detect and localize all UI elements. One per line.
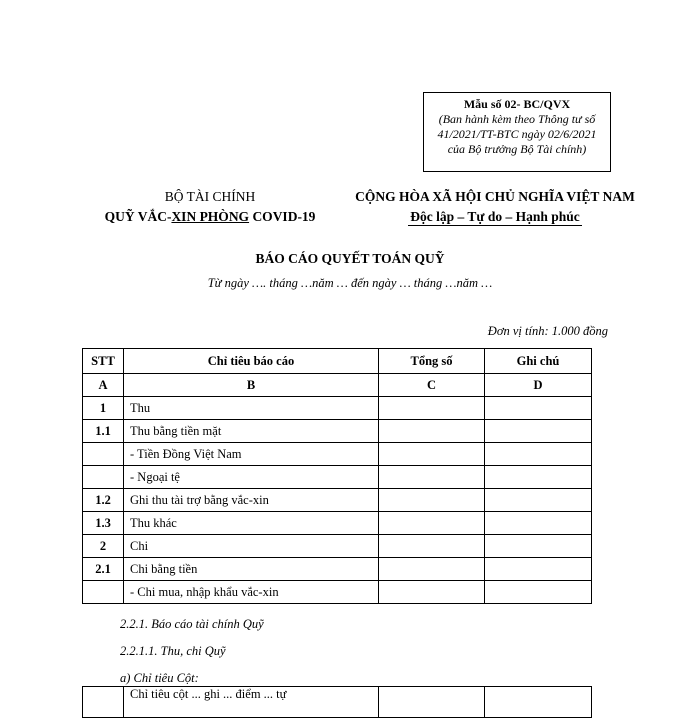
row-label: - Tiền Đồng Việt Nam — [124, 443, 379, 466]
row-total — [379, 558, 485, 581]
table-row — [83, 420, 592, 443]
row-stt: 2.1 — [83, 558, 124, 581]
row-label: Thu bằng tiền mặt — [124, 420, 379, 443]
row-stt — [83, 466, 124, 489]
section-heading-revenue-expense: 2.2.1.1. Thu, chi Quỹ — [120, 644, 226, 658]
lower-cell — [485, 687, 592, 718]
row-note — [485, 466, 592, 489]
row-total — [379, 535, 485, 558]
row-total — [379, 443, 485, 466]
table-row — [83, 581, 592, 604]
report-table — [82, 348, 592, 604]
fund-name-suffix: COVID-19 — [249, 209, 316, 224]
table-header-row — [83, 349, 592, 374]
row-total — [379, 466, 485, 489]
column-code: A — [83, 374, 124, 397]
table-row — [83, 512, 592, 535]
row-stt: 2 — [83, 535, 124, 558]
column-code: B — [124, 374, 379, 397]
table-row — [83, 489, 592, 512]
lower-table-fragment — [82, 686, 592, 718]
column-code: D — [485, 374, 592, 397]
report-period: Từ ngày …. tháng …năm … đến ngày … tháng …năm … — [207, 276, 493, 290]
ministry-name: BỘ TÀI CHÍNH — [164, 189, 256, 204]
row-note — [485, 420, 592, 443]
row-note — [485, 443, 592, 466]
report-title: BÁO CÁO QUYẾT TOÁN QUỸ — [255, 251, 445, 266]
row-stt: 1.1 — [83, 420, 124, 443]
row-total — [379, 397, 485, 420]
fund-name-underlined: XIN PHÒNG — [171, 209, 250, 224]
row-total — [379, 489, 485, 512]
row-label: Thu — [124, 397, 379, 420]
column-code: C — [379, 374, 485, 397]
column-header-total: Tổng số — [379, 349, 485, 374]
row-label: - Chi mua, nhập khẩu vắc-xin — [124, 581, 379, 604]
row-label: Ghi thu tài trợ bằng vắc-xin — [124, 489, 379, 512]
lower-cell-text: Chỉ tiêu cột ... ghi ... điểm ... tự — [124, 687, 379, 718]
row-label: Chi bằng tiền — [124, 558, 379, 581]
table-row — [83, 397, 592, 420]
form-code: Mẫu số 02- BC/QVX — [463, 97, 571, 111]
row-note — [485, 397, 592, 420]
row-total — [379, 420, 485, 443]
table-row — [83, 443, 592, 466]
column-code-row — [83, 374, 592, 397]
national-motto-text: Độc lập – Tự do – Hạnh phúc — [410, 209, 580, 224]
row-note — [485, 558, 592, 581]
column-header-indicator: Chỉ tiêu báo cáo — [124, 349, 379, 374]
row-total — [379, 512, 485, 535]
form-issuance-note: (Ban hành kèm theo Thông tư số 41/2021/TT-BTC ngày 02/6/2021 của Bộ trưởng Bộ Tài chính) — [437, 112, 597, 156]
table-row — [83, 535, 592, 558]
section-heading-column-indicator: a) Chỉ tiêu Cột: — [120, 671, 199, 685]
row-stt — [83, 581, 124, 604]
row-note — [485, 535, 592, 558]
form-code-box — [423, 92, 611, 172]
column-header-note: Ghi chú — [485, 349, 592, 374]
country-name: CỘNG HÒA XÃ HỘI CHỦ NGHĨA VIỆT NAM — [355, 189, 635, 204]
row-label: - Ngoại tệ — [124, 466, 379, 489]
lower-cell — [83, 687, 124, 718]
row-stt: 1 — [83, 397, 124, 420]
row-label: Thu khác — [124, 512, 379, 535]
row-total — [379, 581, 485, 604]
fund-name-prefix: QUỸ VẮC- — [104, 209, 172, 224]
row-stt: 1.2 — [83, 489, 124, 512]
table-row — [83, 558, 592, 581]
row-note — [485, 512, 592, 535]
row-note — [485, 489, 592, 512]
national-motto — [350, 207, 640, 226]
table-row — [83, 687, 592, 718]
unit-label: Đơn vị tính: 1.000 đồng — [487, 324, 608, 338]
row-note — [485, 581, 592, 604]
row-label: Chi — [124, 535, 379, 558]
row-stt — [83, 443, 124, 466]
column-header-stt: STT — [83, 349, 124, 374]
section-heading-financial-report: 2.2.1. Báo cáo tài chính Quỹ — [120, 617, 264, 631]
table-row — [83, 466, 592, 489]
lower-cell — [379, 687, 485, 718]
fund-name — [80, 207, 340, 226]
row-stt: 1.3 — [83, 512, 124, 535]
